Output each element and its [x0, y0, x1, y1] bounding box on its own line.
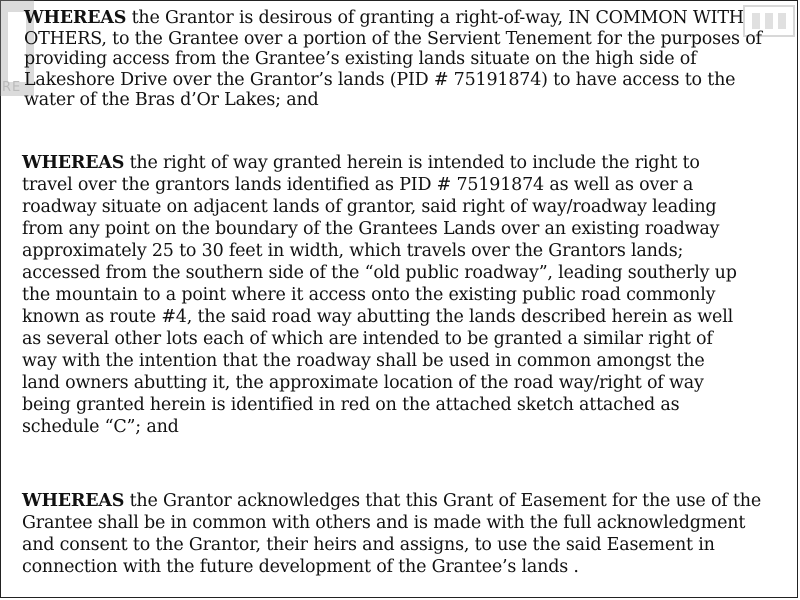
whereas-paragraph-3	[22, 490, 782, 578]
paragraph-line: approximately 25 to 30 feet in width, which travels over the Grantors lands;	[22, 241, 684, 261]
paragraph-line: providing access from the Grantee’s existing lands situate on the high side of	[24, 49, 697, 69]
whereas-paragraph-1	[24, 8, 784, 111]
paragraph-line: connection with the future development of the Grantee’s lands .	[22, 557, 579, 577]
whereas-heading: WHEREAS	[22, 491, 125, 511]
paragraph-line: WHEREAS the Grantor is desirous of granting a right-of-way, IN COMMON WITH	[24, 8, 744, 28]
paragraph-line: accessed from the southern side of the “old public roadway”, leading southerly up	[22, 263, 737, 283]
whereas-heading: WHEREAS	[22, 153, 125, 173]
paragraph-line: known as route #4, the said road way abutting the lands described herein as well	[22, 307, 733, 327]
paragraph-line: from any point on the boundary of the Grantees Lands over an existing roadway	[22, 219, 720, 239]
paragraph-line: OTHERS, to the Grantee over a portion of the Servient Tenement for the purposes of	[24, 28, 762, 49]
paragraph-line: Lakeshore Drive over the Grantor’s lands (PID # 75191874) to have access to the	[24, 69, 736, 90]
paragraph-line: as several other lots each of which are intended to be granted a similar right of	[22, 329, 713, 349]
paragraph-line: roadway situate on adjacent lands of grantor, said right of way/roadway leading	[22, 197, 717, 217]
paragraph-line: the mountain to a point where it access onto the existing public road commonly	[22, 285, 716, 305]
paragraph-line: way with the intention that the roadway shall be used in common amongst the	[22, 351, 705, 371]
paragraph-line: land owners abutting it, the approximate location of the road way/right of way	[22, 373, 704, 393]
watermark-text-left: RE	[2, 80, 22, 95]
paragraph-line: schedule “C”; and	[22, 417, 179, 437]
paragraph-line: water of the Bras d’Or Lakes; and	[24, 90, 319, 110]
whereas-heading: WHEREAS	[24, 8, 127, 28]
paragraph-line: WHEREAS the right of way granted herein is intended to include the right to	[22, 153, 700, 173]
whereas-paragraph-2	[22, 152, 774, 438]
paragraph-line: WHEREAS the Grantor acknowledges that this Grant of Easement for the use of the	[22, 491, 761, 511]
paragraph-line: travel over the grantors lands identified as PID # 75191874 as well as over a	[22, 175, 694, 195]
paragraph-line: being granted herein is identified in red on the attached sketch attached as	[22, 395, 680, 415]
paragraph-line: and consent to the Grantor, their heirs and assigns, to use the said Easement in	[22, 535, 715, 555]
paragraph-line: Grantee shall be in common with others and is made with the full acknowledgment	[22, 513, 746, 533]
